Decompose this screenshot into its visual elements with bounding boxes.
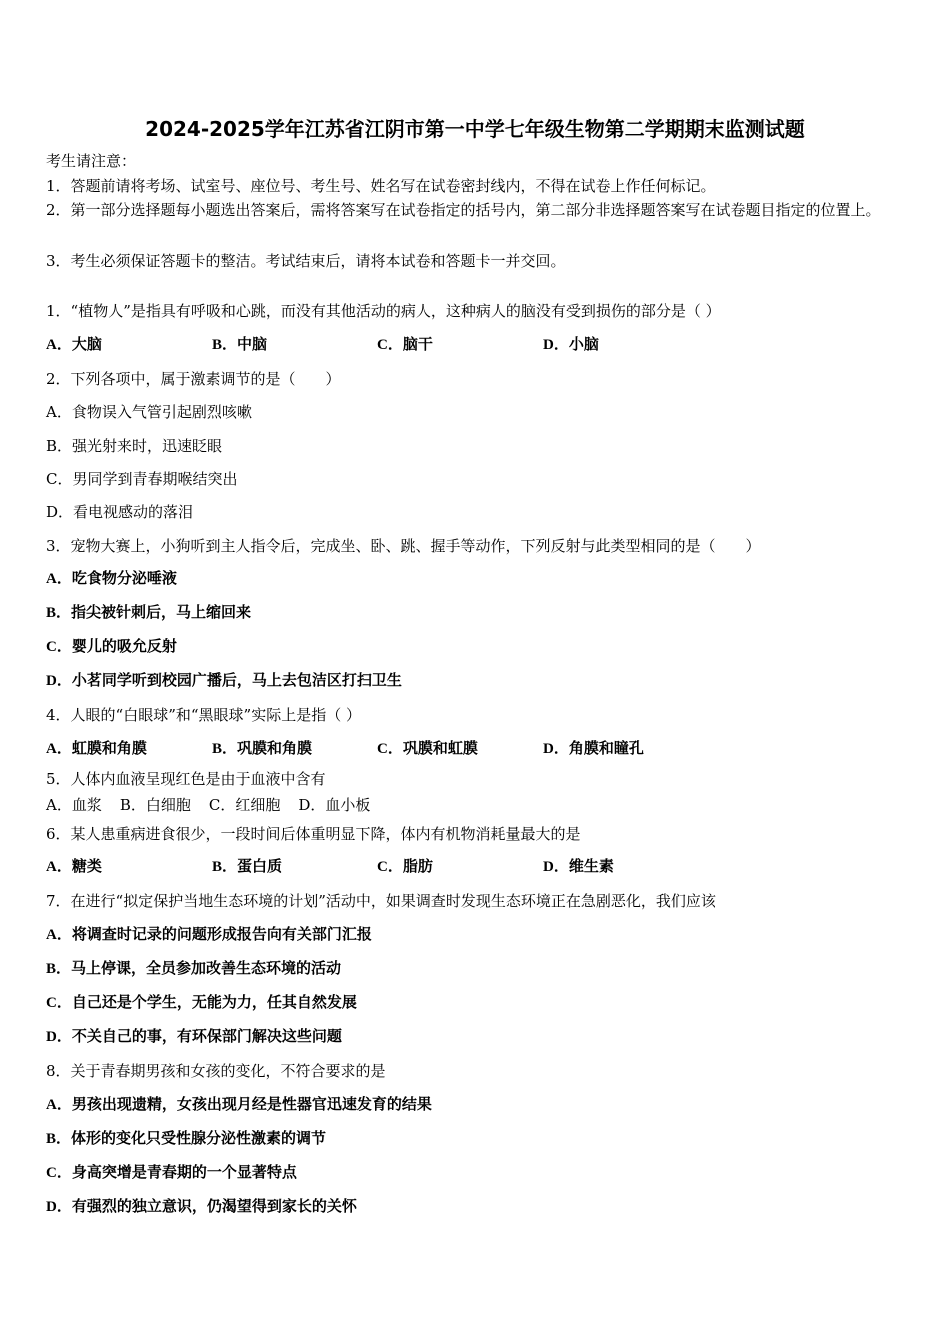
question-1-options bbox=[46, 335, 906, 355]
option: D．小脑 bbox=[543, 337, 599, 353]
notice-item: 1．答题前请将考场、试室号、座位号、考生号、姓名写在试卷密封线内，不得在试卷上作任何标记。 bbox=[46, 177, 716, 195]
notice-heading: 考生请注意： bbox=[46, 152, 137, 170]
question-8-stem: 8．关于青春期男孩和女孩的变化，不符合要求的是 bbox=[46, 1062, 386, 1080]
option: C．红细胞 bbox=[208, 796, 281, 814]
option: C．脑干 bbox=[377, 337, 433, 353]
option: C．男同学到青春期喉结突出 bbox=[46, 470, 238, 488]
question-5-stem: 5．人体内血液呈现红色是由于血液中含有 bbox=[46, 770, 326, 788]
option: C．身高突增是青春期的一个显著特点 bbox=[46, 1165, 297, 1181]
option: A．糖类 bbox=[46, 859, 102, 875]
option: A．将调查时记录的问题形成报告向有关部门汇报 bbox=[46, 927, 372, 943]
option: D．不关自己的事，有环保部门解决这些问题 bbox=[46, 1029, 342, 1045]
question-5-options bbox=[46, 795, 388, 815]
option: A．食物误入气管引起剧烈咳嗽 bbox=[46, 403, 252, 421]
option: B．马上停课，全员参加改善生态环境的活动 bbox=[46, 961, 342, 977]
option: B．体形的变化只受性腺分泌性激素的调节 bbox=[46, 1131, 327, 1147]
option: B．白细胞 bbox=[119, 796, 191, 814]
option: D．维生素 bbox=[543, 859, 614, 875]
question-7-stem: 7．在进行“拟定保护当地生态环境的计划”活动中，如果调查时发现生态环境正在急剧恶化，我们应该 bbox=[46, 892, 716, 910]
question-6-stem: 6．某人患重病进食很少，一段时间后体重明显下降，体内有机物消耗量最大的是 bbox=[46, 825, 581, 843]
option: C．婴儿的吸允反射 bbox=[46, 639, 177, 655]
option: A．虹膜和角膜 bbox=[46, 741, 147, 757]
option: D．有强烈的独立意识，仍渴望得到家长的关怀 bbox=[46, 1199, 357, 1215]
option: A．男孩出现遗精，女孩出现月经是性器官迅速发育的结果 bbox=[46, 1097, 432, 1113]
option: B．指尖被针刺后，马上缩回来 bbox=[46, 605, 252, 621]
option: D．血小板 bbox=[298, 796, 371, 814]
question-3-stem: 3．宠物大赛上，小狗听到主人指令后，完成坐、卧、跳、握手等动作，下列反射与此类型相同的是（ ） bbox=[46, 537, 761, 555]
notice-item: 3．考生必须保证答题卡的整洁。考试结束后，请将本试卷和答题卡一并交回。 bbox=[46, 252, 566, 270]
option: A．血浆 bbox=[46, 796, 102, 814]
page-title: 2024-2025学年江苏省江阴市第一中学七年级生物第二学期期末监测试题 bbox=[145, 117, 805, 141]
option: A．大脑 bbox=[46, 337, 102, 353]
option: D．角膜和瞳孔 bbox=[543, 741, 644, 757]
option: B．巩膜和角膜 bbox=[212, 741, 313, 757]
option: C．脂肪 bbox=[377, 859, 433, 875]
option: B．蛋白质 bbox=[212, 859, 283, 875]
question-6-options bbox=[46, 857, 906, 877]
option: D．小茗同学听到校园广播后，马上去包洁区打扫卫生 bbox=[46, 673, 402, 689]
question-2-stem: 2．下列各项中，属于激素调节的是（ ） bbox=[46, 370, 341, 388]
option: B．中脑 bbox=[212, 337, 268, 353]
notice-item: 2．第一部分选择题每小题选出答案后，需将答案写在试卷指定的括号内，第二部分非选择题答案写在试卷题目指定的位置上。 bbox=[46, 201, 881, 219]
option: B．强光射来时，迅速眨眼 bbox=[46, 437, 223, 455]
option: D．看电视感动的落泪 bbox=[46, 503, 194, 521]
option: C．自己还是个学生，无能为力，任其自然发展 bbox=[46, 995, 357, 1011]
option: C．巩膜和虹膜 bbox=[377, 741, 478, 757]
question-4-stem: 4．人眼的“白眼球”和“黑眼球”实际上是指（ ） bbox=[46, 706, 361, 724]
question-4-options bbox=[46, 739, 906, 759]
question-1-stem: 1．“植物人”是指具有呼吸和心跳，而没有其他活动的病人，这种病人的脑没有受到损伤的部分是（ ） bbox=[46, 302, 721, 320]
option: A．吃食物分泌唾液 bbox=[46, 571, 177, 587]
